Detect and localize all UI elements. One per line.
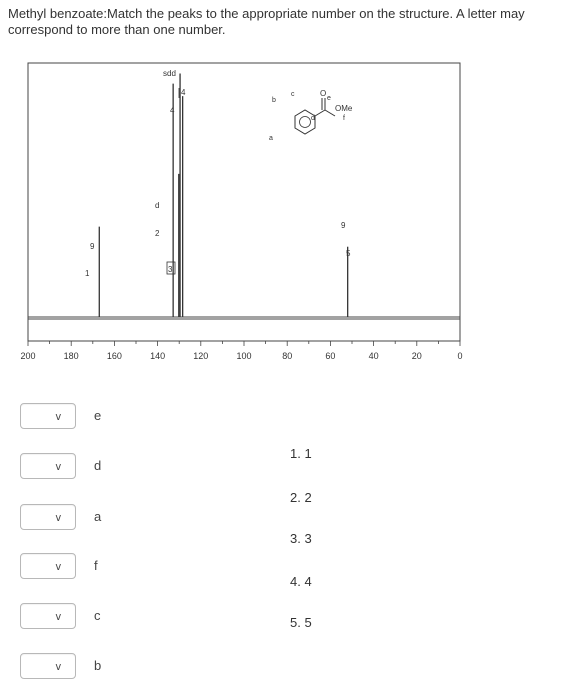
match-label-f: f xyxy=(94,558,98,573)
chevron-down-icon: v xyxy=(55,460,62,473)
annotation-d: d xyxy=(155,201,160,210)
chevron-down-icon: v xyxy=(55,511,62,524)
svg-text:c: c xyxy=(291,91,295,98)
x-tick-label: 20 xyxy=(411,351,422,361)
answer-option-2: 2. 2 xyxy=(290,490,312,505)
match-select-b[interactable] xyxy=(20,653,76,679)
match-select-d[interactable] xyxy=(20,453,76,479)
svg-text:b: b xyxy=(272,97,276,104)
annotation-3: 3 xyxy=(168,265,173,274)
match-label-a: a xyxy=(94,509,102,524)
chevron-down-icon: v xyxy=(55,660,62,673)
annotation-sdd: sdd xyxy=(163,69,176,78)
svg-text:d: d xyxy=(311,115,315,122)
match-select-f[interactable] xyxy=(20,553,76,579)
x-tick-label: 180 xyxy=(63,351,79,361)
annotation-5: 5 xyxy=(346,249,351,258)
annotation-9-right: 9 xyxy=(341,221,346,230)
svg-text:e: e xyxy=(327,95,331,102)
chevron-down-icon: v xyxy=(55,560,62,573)
answer-option-3: 3. 3 xyxy=(290,531,312,546)
x-tick-label: 200 xyxy=(20,351,36,361)
plot-frame xyxy=(28,63,460,319)
match-select-e[interactable] xyxy=(20,403,76,429)
match-label-d: d xyxy=(94,458,102,473)
match-select-a[interactable] xyxy=(20,504,76,530)
svg-text:a: a xyxy=(269,135,273,142)
x-tick-label: 140 xyxy=(150,351,166,361)
match-select-c[interactable] xyxy=(20,603,76,629)
annotation-1: 1 xyxy=(85,269,90,278)
nmr-spectrum-chart xyxy=(0,58,566,376)
answer-option-1: 1. 1 xyxy=(290,446,312,461)
match-label-b: b xyxy=(94,658,102,673)
plot-lower-band xyxy=(28,317,460,341)
match-label-e: e xyxy=(94,408,102,423)
chevron-down-icon: v xyxy=(55,410,62,423)
svg-text:OMe: OMe xyxy=(335,104,353,113)
x-tick-label: 80 xyxy=(282,351,293,361)
answer-option-5: 5. 5 xyxy=(290,615,312,630)
svg-text:O: O xyxy=(320,89,327,98)
annotation-4-top: 4 xyxy=(181,88,186,97)
match-label-c: c xyxy=(94,608,101,623)
x-tick-label: 160 xyxy=(106,351,122,361)
answer-option-4: 4. 4 xyxy=(290,574,312,589)
x-tick-label: 120 xyxy=(193,351,209,361)
chevron-down-icon: v xyxy=(55,610,62,623)
x-tick-label: 0 xyxy=(457,351,463,361)
x-tick-label: 40 xyxy=(368,351,379,361)
annotation-2: 2 xyxy=(155,229,160,238)
question-text: Methyl benzoate:Match the peaks to the appropriate number on the structure. A letter may correspond to more than one number. xyxy=(8,6,525,37)
x-tick-label: 60 xyxy=(325,351,336,361)
x-tick-label: 100 xyxy=(236,351,252,361)
svg-text:f: f xyxy=(343,115,345,122)
annotation-4-left: 4 xyxy=(170,106,175,115)
annotation-9-left: 9 xyxy=(90,242,95,251)
